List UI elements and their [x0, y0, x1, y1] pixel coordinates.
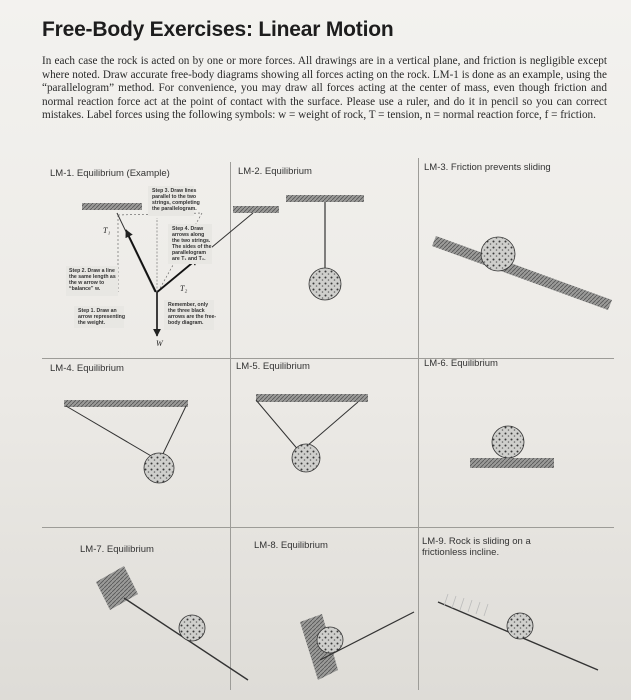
note-remember-line: body diagram. — [168, 320, 204, 326]
note-step4-line: the two strings. — [172, 238, 211, 244]
rock — [144, 453, 174, 483]
cell-label-lm8: LM-8. Equilibrium — [254, 540, 328, 551]
ceiling-bar — [64, 400, 188, 407]
force-arrow-t1 — [126, 230, 156, 292]
note-remember-line: the three black — [168, 308, 205, 314]
note-step4-line: The sides of the — [172, 244, 212, 250]
ceiling-bar — [286, 195, 364, 202]
note-step3-line: parallel to the two — [152, 194, 197, 200]
note-step2-line: the w arrow to — [69, 280, 105, 286]
note-step4-line: parallelogram — [172, 250, 207, 256]
cell-label-lm9: LM-9. Rock is sliding on a frictionless incline. — [422, 536, 531, 558]
ceiling-bar — [82, 203, 142, 210]
cell-label-lm6: LM-6. Equilibrium — [424, 358, 498, 369]
lm1-diagram — [66, 186, 279, 348]
cell-label-lm7: LM-7. Equilibrium — [80, 544, 154, 555]
cell-label-lm5: LM-5. Equilibrium — [236, 361, 310, 372]
note-step2-line: “balance” w. — [69, 286, 101, 292]
lm9-diagram — [438, 594, 598, 670]
note-step3-line: Step 3. Draw lines — [152, 188, 197, 194]
cell-label-lm3: LM-3. Friction prevents sliding — [424, 162, 551, 173]
label-t2: T₂ — [180, 284, 188, 293]
note-remember-line: Remember, only — [168, 302, 209, 308]
ceiling-bar — [233, 206, 279, 213]
intro-paragraph: In each case the rock is acted on by one or more forces. All drawings are in a vertical plane, and friction is negligible except where noted. Draw accurate free-body diagrams showing all forces acting on the rock. LM-1 is done as an example, using the “parallelogram” method. For convenience, you may draw all forces acting at the center of mass, even though friction and normal reaction force act at the point of contact with the surface. Please use a ruler, and do it in pencil so you can correct mistakes. Label forces using the following symbols: w = weight of rock, T = tension, n = normal reaction force, f = friction. — [42, 55, 607, 122]
lm4-diagram — [64, 400, 188, 483]
ceiling-bar — [256, 394, 368, 402]
note-remember-line: arrows are the free- — [168, 314, 217, 320]
incline-surface — [432, 236, 612, 310]
note-step3-line: strings, completing — [152, 200, 200, 206]
note-step1-line: arrow representing — [78, 314, 125, 320]
note-step4-line: are T₁ and T₂. — [172, 256, 206, 262]
rock — [481, 237, 515, 271]
rock — [492, 426, 524, 458]
rock — [507, 613, 533, 639]
lm6-diagram — [470, 426, 554, 468]
note-step4-line: Step 4. Draw — [172, 226, 204, 232]
lm2-diagram — [286, 195, 364, 300]
string-right — [160, 406, 186, 460]
rock — [179, 615, 205, 641]
rock — [309, 268, 341, 300]
page-title: Free-Body Exercises: Linear Motion — [42, 18, 394, 41]
string-left — [66, 406, 158, 460]
cell-label-lm4: LM-4. Equilibrium — [50, 363, 124, 374]
lm7-diagram — [96, 566, 248, 680]
note-step2-line: the same length as — [69, 274, 116, 280]
string-left — [256, 400, 300, 452]
cell-label-lm2: LM-2. Equilibrium — [238, 166, 312, 177]
rock — [317, 627, 343, 653]
floor-surface — [470, 458, 554, 468]
lm8-diagram — [300, 612, 414, 680]
note-step1-line: Step 1. Draw an — [78, 308, 117, 314]
note-step3-line: the parallelogram. — [152, 206, 197, 212]
label-w: W — [156, 339, 163, 348]
lm3-diagram — [432, 236, 612, 310]
motion-lines — [444, 594, 488, 616]
lm5-diagram — [256, 394, 368, 472]
label-t1: T₁ — [103, 226, 111, 235]
note-step4-line: arrows along — [172, 232, 205, 238]
note-step1-line: the weight. — [78, 320, 106, 326]
note-step2-line: Step 2. Draw a line — [69, 268, 115, 274]
cell-label-lm1: LM-1. Equilibrium (Example) — [50, 168, 170, 179]
rock — [292, 444, 320, 472]
